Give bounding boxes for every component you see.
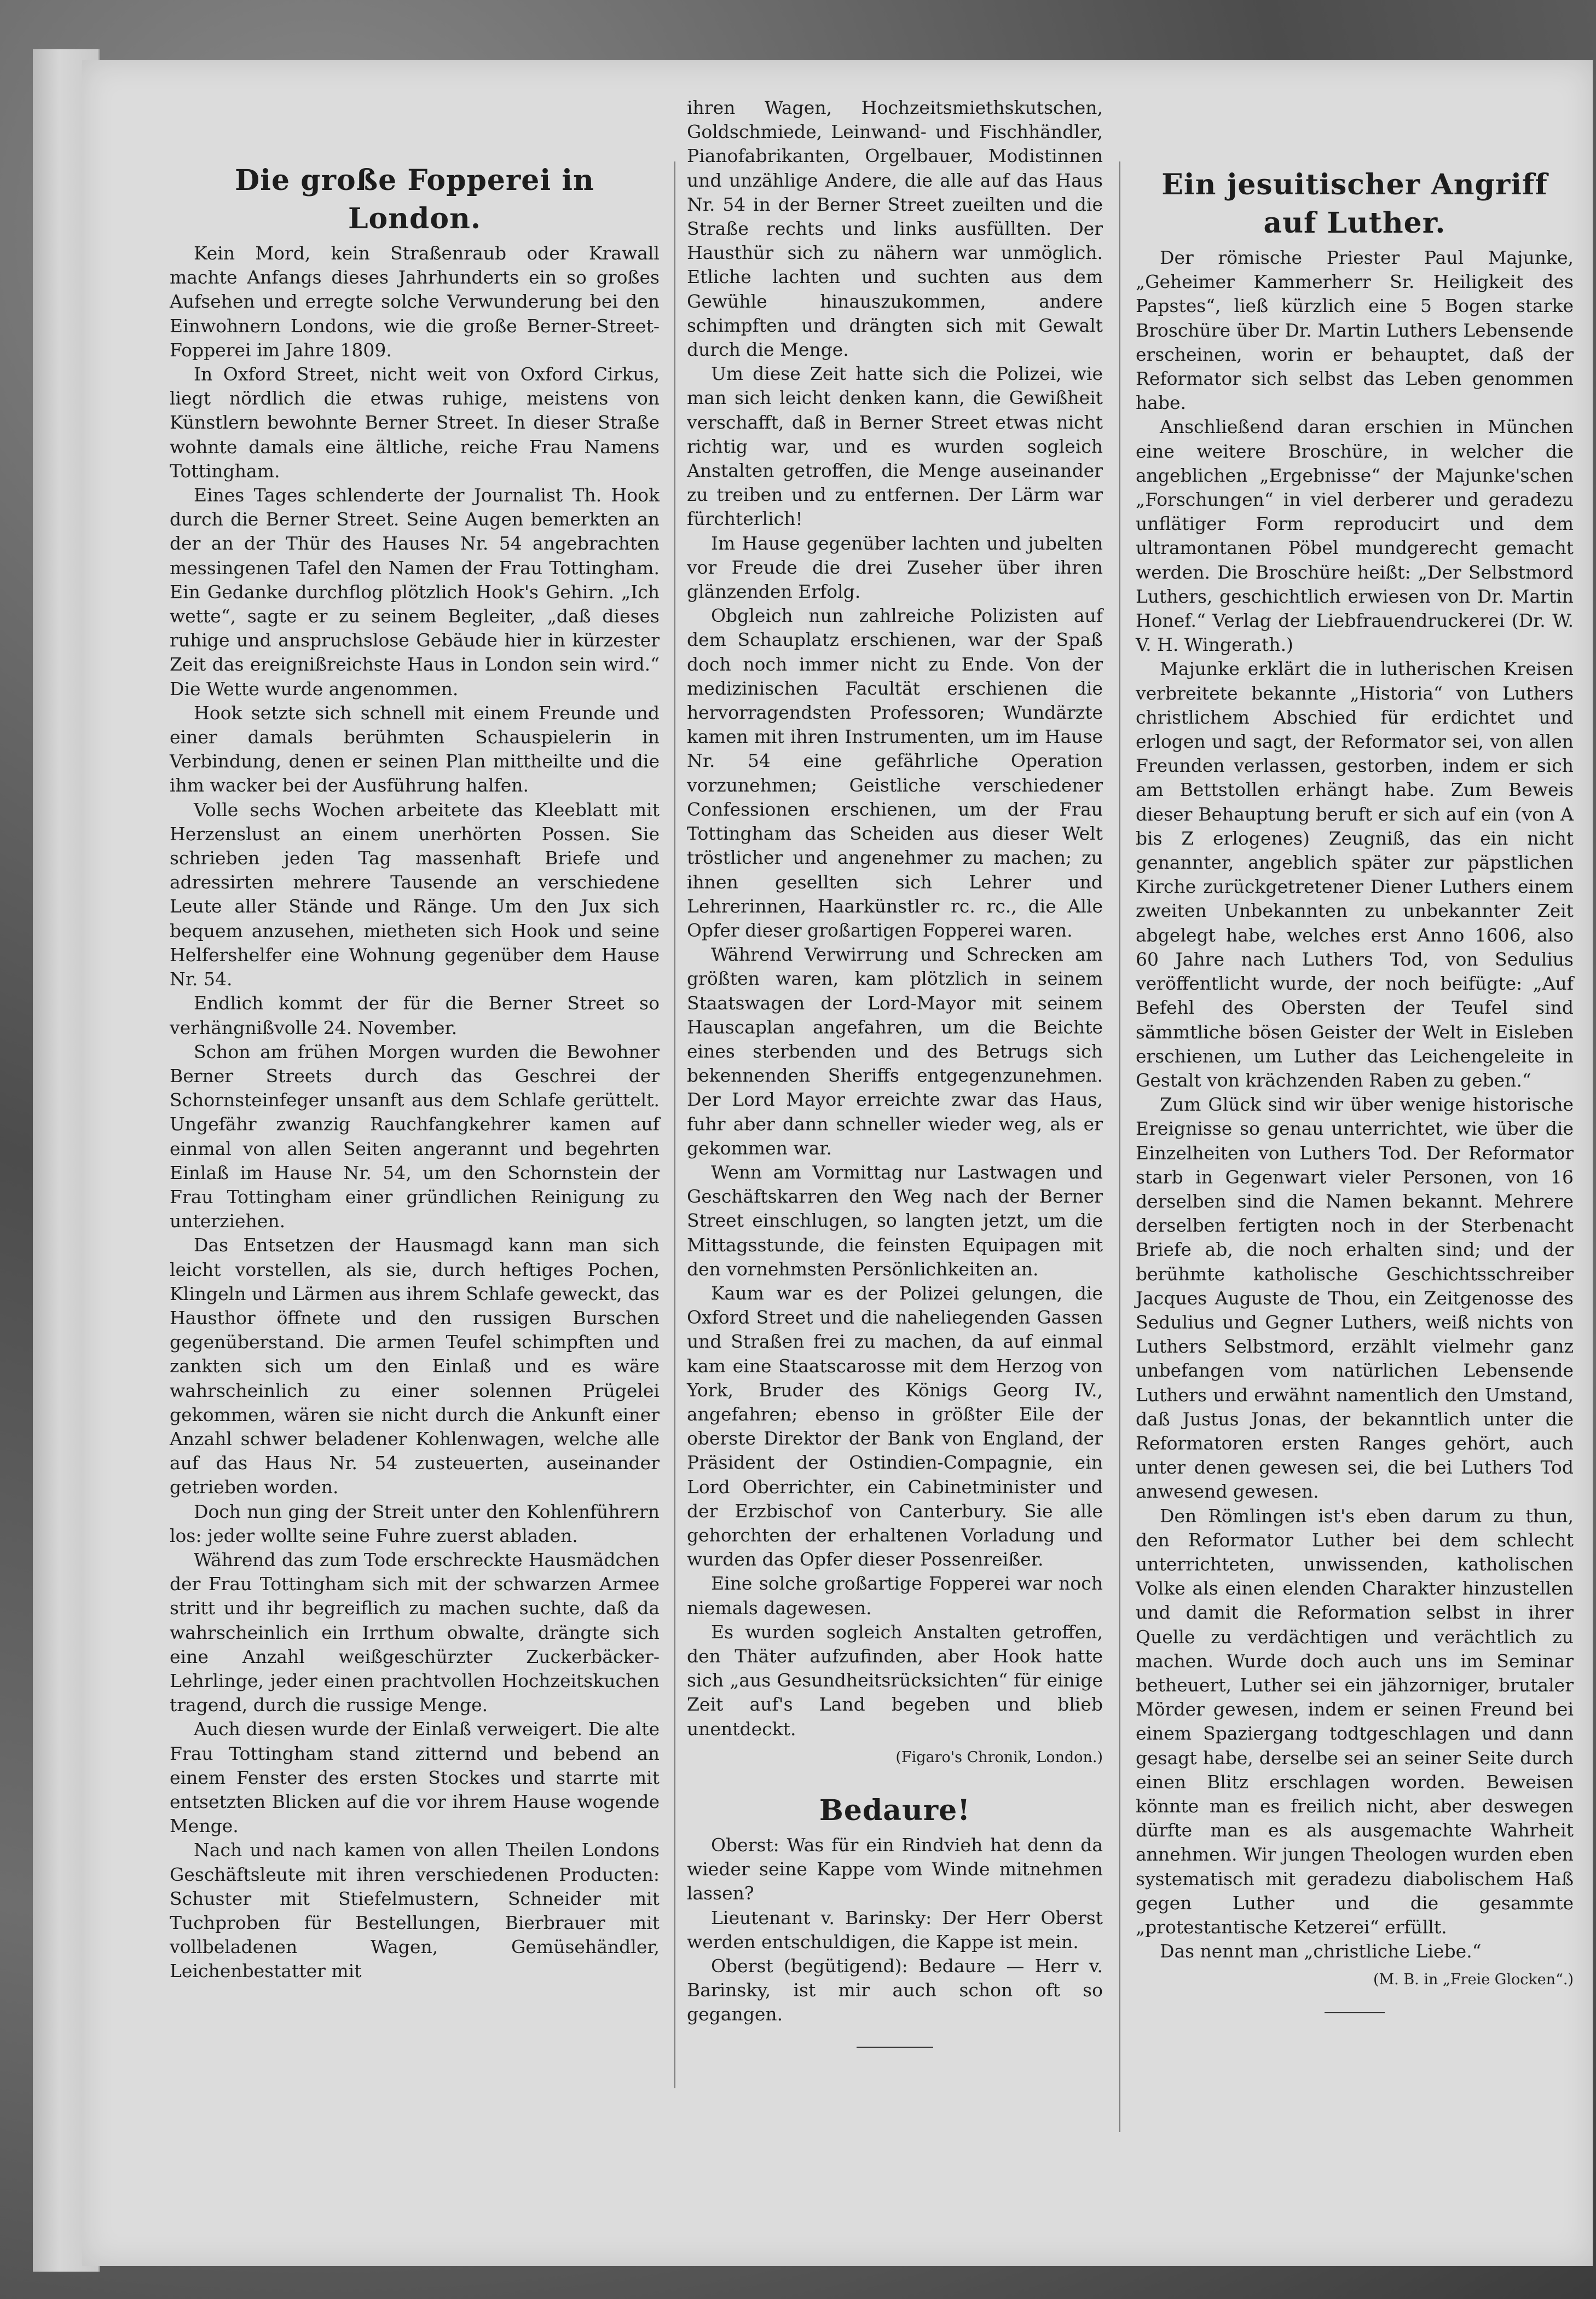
column-rule-2 — [1119, 161, 1120, 2132]
paragraph: Endlich kommt der für die Berner Street so verhängnißvolle 24. November. — [170, 992, 660, 1038]
paragraph: Eines Tages schlenderte der Journalist Th. Hook durch die Berner Street. Seine Augen bemerkten an der an der Thür des Hauses Nr. 54 angebrachten messingenen Tafel den Namen der Frau Tottingham. Ein Gedanke durchflog plötzlich Hook's Gehirn. „Ich wette“, sagte er zu seinem Begleiter, „daß dieses ruhige und anspruchslose Gebäude hier in kürzester Zeit das ereignißreichste Haus in London sein wird.“ Die Wette wurde angenommen. — [170, 484, 660, 700]
paragraph: Schon am frühen Morgen wurden die Bewohner Berner Streets durch das Geschrei der Schornsteinfeger unsanft aus dem Schlafe gerüttelt. Ungefähr zwanzig Rauchfangkehrer kamen auf einmal von allen Seiten angerannt und begehrten Einlaß im Hause Nr. 54, um den Schornstein der Frau Tottingham einer gründlichen Reinigung zu unterziehen. — [170, 1041, 660, 1232]
paragraph: Anschließend daran erschien in München eine weitere Broschüre, in welcher die angeblichen „Ergebnisse“ der Majunke'schen „Forschungen“ in viel derberer und geradezu unflätiger Form reproducirt und dem ultramontanen Pöbel mundgerecht gemacht werden. Die Broschüre heißt: „Der Selbstmord Luthers, geschichtlich erwiesen von Dr. Martin Honef.“ Verlag der Liebfrauendruckerei (Dr. W. V. H. Wingerath.) — [1136, 416, 1574, 656]
paragraph: Um diese Zeit hatte sich die Polizei, wie man sich leicht denken kann, die Gewißheit verschafft, daß in Berner Street etwas nicht richtig war, und es wurden sogleich Anstalten getroffen, die Menge auseinander zu treiben und zu entfernen. Der Lärm war fürchterlich! — [687, 363, 1103, 530]
paragraph: Während Verwirrung und Schrecken am größten waren, kam plötzlich in seinem Staatswagen der Lord-Mayor mit seinem Hauscaplan angefahren, um die Beichte eines sterbenden und des Betrugs sich bekennenden Sheriffs entgegenzunehmen. Der Lord Mayor erreichte zwar das Haus, fuhr aber dann schneller wieder weg, als er gekommen war. — [687, 944, 1103, 1159]
paragraph: Es wurden sogleich Anstalten getroffen, den Thäter aufzufinden, aber Hook hatte sich „aus Gesundheitsrücksichten“ für einige Zeit auf's Land begeben und blieb unentdeckt. — [687, 1621, 1103, 1740]
paragraph: In Oxford Street, nicht weit von Oxford Cirkus, liegt nördlich die etwas ruhige, meistens von Künstlern bewohnte Berner Street. In dieser Straße wohnte damals eine ältliche, reiche Frau Namens Tottingham. — [170, 363, 660, 482]
paragraph: Oberst: Was für ein Rindvieh hat denn da wieder seine Kappe vom Winde mitnehmen lassen? — [687, 1834, 1103, 1904]
paragraph: Zum Glück sind wir über wenige historische Ereignisse so genau unterrichtet, wie über die Einzelheiten von Luthers Tod. Der Reformator starb in Gegenwart vieler Personen, von 16 derselben sind die Namen bekannt. Mehrere derselben fertigten noch in der Sterbenacht Briefe ab, die noch erhalten sind; und der berühmte katholische Geschichtsschreiber Jacques Auguste de Thou, ein Zeitgenosse des Sedulius und Gegner Luthers, weiß nichts von Luthers Selbstmord, erzählt vielmehr ganz unbefangen vom natürlichen Lebensende Luthers und erwähnt namentlich den Umstand, daß Justus Jonas, der bekanntlich unter die Reformatoren ersten Ranges gehört, auch unter denen gewesen sei, die bei Luthers Tod anwesend gewesen. — [1136, 1094, 1574, 1503]
paragraph: Nach und nach kamen von allen Theilen Londons Geschäftsleute mit ihren verschiedenen Producten: Schuster mit Stiefelmustern, Schneider mit Tuchproben für Bestellungen, Bierbrauer mit vollbeladenen Wagen, Gemüsehändler, Leichenbestatter mit — [170, 1839, 660, 1982]
column-1 — [170, 96, 660, 1984]
paragraph: Während das zum Tode erschreckte Hausmädchen der Frau Tottingham sich mit der schwarzen Armee stritt und ihr begreiflich zu machen suchte, daß da wahrscheinlich ein Irrthum obwalte, drängte sich eine Anzahl weißgeschürzter Zuckerbäcker-Lehrlinge, jeder einen prachtvollen Hochzeitskuchen tragend, durch die russige Menge. — [170, 1549, 660, 1716]
paragraph: Majunke erklärt die in lutherischen Kreisen verbreitete bekannte „Historia“ von Luthers christlichem Abschied für erdichtet und erlogen und sagt, der Reformator sei, von allen Freunden verlassen, gestorben, indem er sich am Bettstollen erhängt habe. Zum Beweis dieser Behauptung beruft er sich auf ein (von A bis Z erlogenes) Zeugniß, das ein nicht genannter, angeblich später zur päpstlichen Kirche zurückgetretener Diener Luthers einem zweiten Unbekannten zu unbekannter Zeit abgelegt habe, welches erst Anno 1606, also 60 Jahre nach Luthers Tod, von Sedulius veröffentlicht wurde, der noch beifügte: „Auf Befehl des Obersten der Teufel sind sämmtliche bösen Geister der Welt in Eisleben erschienen, um Luther das Leichengeleite in Gestalt von krächzenden Raben zu geben.“ — [1136, 658, 1574, 1091]
source-credit: (M. B. in „Freie Glocken“.) — [1373, 1971, 1574, 1989]
paragraph: Im Hause gegenüber lachten und jubelten vor Freude die drei Zuseher über ihren glänzenden Erfolg. — [687, 532, 1103, 603]
separator-line — [1325, 2012, 1385, 2013]
paragraph: Volle sechs Wochen arbeitete das Kleeblatt mit Herzenslust an einem unerhörten Possen. Sie schrieben jeden Tag massenhaft Briefe und adressirten mehrere Tausende an verschiedene Leute aller Stände und Ränge. Um den Jux sich bequem anzusehen, mietheten sich Hook und seine Helfershelfer eine Wohnung gegenüber dem Hause Nr. 54. — [170, 799, 660, 990]
paragraph: Auch diesen wurde der Einlaß verweigert. Die alte Frau Tottingham stand zitternd und bebend an einem Fenster des ersten Stockes und starrte mit entsetzten Blicken auf die vor ihrem Hause wogende Menge. — [170, 1718, 660, 1837]
paragraph: Kaum war es der Polizei gelungen, die Oxford Street und die naheliegenden Gassen und Straßen frei zu machen, da auf einmal kam eine Staatscarosse mit dem Herzog von York, Bruder des Königs Georg IV., angefahren; ebenso in größter Eile der oberste Direktor der Bank von England, der Präsident der Ostindien-Compagnie, ein Lord Oberrichter, ein Cabinetminister und der Erzbischof von Canterbury. Sie alle gehorchten der erhaltenen Vorladung und wurden das Opfer dieser Possenreißer. — [687, 1282, 1103, 1570]
paragraph: Doch nun ging der Streit unter den Kohlenführern los: jeder wollte seine Fuhre zuerst abladen. — [170, 1500, 660, 1546]
paragraph: Oberst (begütigend): Bedaure — Herr v. Barinsky, ist mir auch schon oft so gegangen. — [687, 1955, 1103, 2025]
paragraph: ihren Wagen, Hochzeitsmiethskutschen, Goldschmiede, Leinwand- und Fischhändler, Pianofabrikanten, Orgelbauer, Modistinnen und unzählige Andere, die alle auf das Haus Nr. 54 in der Berner Street zueilten und die Straße rechts und links ausfüllten. Der Hausthür sich zu nähern war unmöglich. Etliche lachten und suchten aus dem Gewühle hinauszukommen, andere schimpften und drängten sich mit Gewalt durch die Menge. — [687, 97, 1103, 361]
paragraph: Kein Mord, kein Straßenraub oder Krawall machte Anfangs dieses Jahrhunderts ein so großes Aufsehen und erregte solche Verwunderung bei den Einwohnern Londons, wie die große Berner-Street-Fopperei im Jahre 1809. — [170, 242, 660, 361]
column-2 — [687, 96, 1103, 2048]
paragraph: Hook setzte sich schnell mit einem Freunde und einer damals berühmten Schauspielerin in Verbindung, denen er seinen Plan mittheilte und die ihm wacker bei der Ausführung halfen. — [170, 702, 660, 796]
paragraph: Obgleich nun zahlreiche Polizisten auf dem Schauplatz erschienen, war der Spaß doch noch immer nicht zu Ende. Von der medizinischen Facultät erschienen die hervorragendsten Professoren; Wundärzte kamen mit ihren Instrumenten, um im Hause Nr. 54 eine gefährliche Operation vorzunehmen; Geistliche verschiedener Confessionen erschienen, um der Frau Tottingham das Scheiden aus dieser Welt tröstlicher und angenehmer zu machen; zu ihnen gesellten sich Lehrer und Lehrerinnen, Haarkünstler rc. rc., die Alle Opfer dieser großartigen Fopperei waren. — [687, 605, 1103, 941]
column-3 — [1136, 96, 1574, 2013]
paragraph: Der römische Priester Paul Majunke, „Geheimer Kammerherr Sr. Heiligkeit des Papstes“, ließ kürzlich eine 5 Bogen starke Broschüre über Dr. Martin Luthers Lebensende erscheinen, worin er behauptet, daß der Reformator sich selbst das Leben genommen habe. — [1136, 247, 1574, 414]
article-title-bedaure: Bedaure! — [819, 1794, 971, 1828]
paragraph: Wenn am Vormittag nur Lastwagen und Geschäftskarren den Weg nach der Berner Street einschlugen, so langten jetzt, um die Mittagsstunde, die feinsten Equipagen mit den vornehmsten Persönlichkeiten an. — [687, 1161, 1103, 1280]
paragraph: Eine solche großartige Fopperei war noch niemals dagewesen. — [687, 1573, 1103, 1619]
column-rule-1 — [674, 161, 675, 2088]
source-credit: (Figaro's Chronik, London.) — [895, 1748, 1103, 1766]
article-title-luther: Ein jesuitischer Angriff auf Luther. — [1161, 168, 1548, 240]
paragraph: Das nennt man „christliche Liebe.“ — [1160, 1940, 1482, 1962]
paragraph: Das Entsetzen der Hausmagd kann man sich leicht vorstellen, als sie, durch heftiges Pochen, Klingeln und Lärmen aus ihrem Schlafe geweckt, das Hausthor öffnete und den russigen Burschen gegenüberstand. Die armen Teufel schimpften und zankten sich um den Einlaß und es wäre wahrscheinlich zu einer solennen Prügelei gekommen, wären sie nicht durch die Ankunft einer Anzahl schwer beladener Kohlenwagen, welche alle auf das Haus Nr. 54 zusteuerten, auseinander getrieben worden. — [170, 1234, 660, 1498]
paragraph: Den Römlingen ist's eben darum zu thun, den Reformator Luther bei dem schlecht unterrichteten, unwissenden, katholischen Volke als einen elenden Charakter hinzustellen und damit die Reformation selbst in ihrer Quelle zu verdächtigen und verächtlich zu machen. Wurde doch auch uns im Seminar betheuert, Luther sei ein jähzorniger, brutaler Mörder gewesen, indem er seinen Freund bei einem Spaziergang todtgeschlagen und dann gesagt habe, derselbe sei an seiner Seite durch einen Blitz erschlagen worden. Beweisen könnte man es freilich nicht, aber deswegen dürfte man es als ausgemachte Wahrheit annehmen. Wir jungen Theologen wurden eben systematisch mit geradezu diabolischem Haß gegen Luther und die gesammte „protestantische Ketzerei“ erfüllt. — [1136, 1505, 1574, 1938]
separator-line — [857, 2047, 933, 2048]
paragraph: Lieutenant v. Barinsky: Der Herr Oberst werden entschuldigen, die Kappe ist mein. — [687, 1907, 1103, 1953]
article-title-fopperei: Die große Fopperei in London. — [235, 164, 594, 235]
